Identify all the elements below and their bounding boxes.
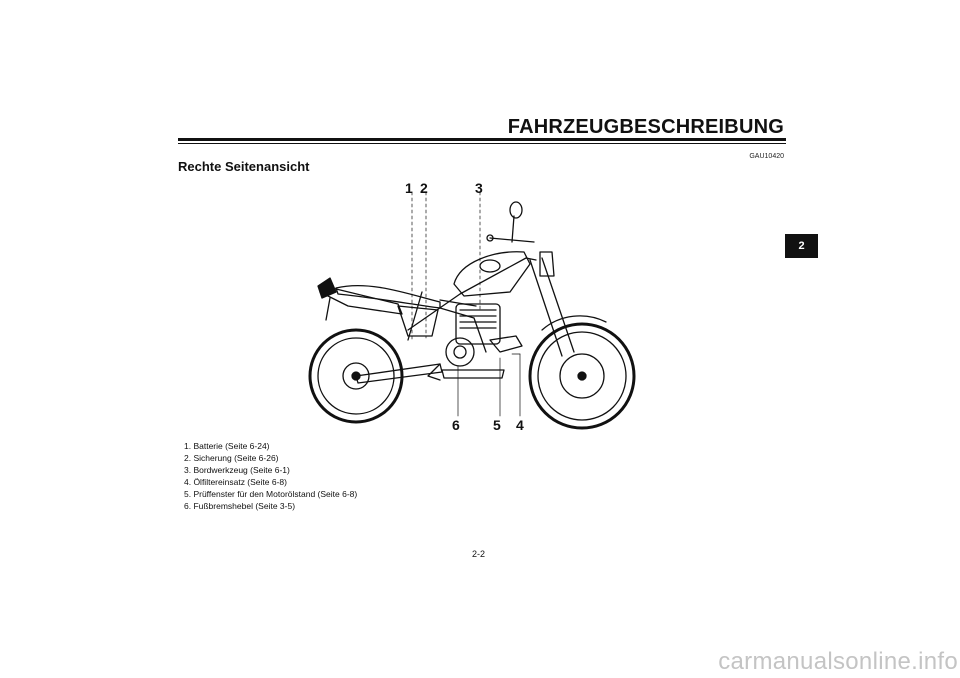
callout-6: 6 <box>452 417 460 433</box>
legend-item: 6. Fußbremshebel (Seite 3-5) <box>184 501 296 512</box>
callout-4: 4 <box>516 417 524 433</box>
legend-item: 3. Bordwerkzeug (Seite 6-1) <box>184 465 290 476</box>
chapter-title: FAHRZEUGBESCHREIBUNG <box>507 116 784 138</box>
legend-item: 2. Sicherung (Seite 6-26) <box>184 453 279 464</box>
legend-list <box>184 440 357 513</box>
legend-item: 5. Prüffenster für den Motorölstand (Seite 6-8) <box>184 489 358 500</box>
motorcycle-drawing <box>290 180 650 440</box>
callout-1: 1 <box>405 180 413 196</box>
document-code: GAU10420 <box>749 153 784 160</box>
page-number: 2-2 <box>472 549 486 559</box>
header-rule <box>178 138 786 141</box>
legend-item: 4. Ölfiltereinsatz (Seite 6-8) <box>184 477 287 488</box>
callout-3: 3 <box>475 180 483 196</box>
watermark: carmanualsonline.info <box>718 648 958 675</box>
callout-2: 2 <box>420 180 428 196</box>
chapter-tab[interactable]: 2 <box>785 234 818 258</box>
legend-item: 1. Batterie (Seite 6-24) <box>184 441 270 451</box>
header-rule-thin <box>178 143 786 144</box>
callout-5: 5 <box>493 417 501 433</box>
section-title: Rechte Seitenansicht <box>178 159 310 174</box>
motorcycle-illustration <box>290 180 650 440</box>
